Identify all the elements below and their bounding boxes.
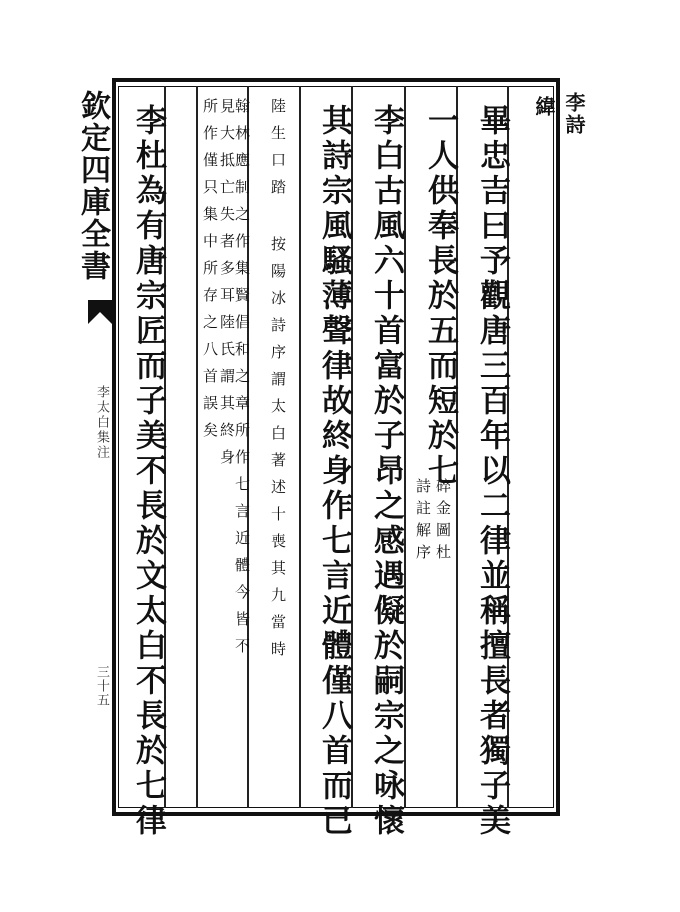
commentary-column-3: 見大抵亡失者多耳陸氏謂其終身 — [218, 98, 236, 476]
text-column-2-note-a: 碎金圖杜 — [434, 478, 452, 566]
header-top-line: 李詩 — [562, 92, 586, 136]
margin-subtitle: 李太白集注 — [94, 385, 109, 460]
commentary-column-1: 陸生口踏 按陽冰詩序謂太白著述十喪其九當時 — [269, 98, 287, 668]
commentary-column-4: 所作僅只集中所存之八首誤矣 — [201, 98, 219, 449]
text-column-3: 李白古風六十首富於子昂之感遇儗於嗣宗之咏懷 — [368, 104, 404, 839]
column-rule — [299, 86, 301, 808]
commentary-column-2: 翰林應制之作集賢倡和之章所作七言近體今皆不 — [233, 98, 251, 665]
header-second-line: 緯 — [532, 96, 556, 118]
text-column-9: 李杜為有唐宗匠而子美不長於文太白不長於七律 — [130, 104, 166, 839]
text-column-2-note-b: 詩註解序 — [414, 478, 432, 566]
fishtail-mark-icon — [86, 298, 114, 326]
text-column-1: 畢忠吉曰予觀唐三百年以二律並稱擅長者獨子美 — [474, 104, 510, 839]
text-column-4: 其詩宗風騷薄聲律故終身作七言近體僅八首而已 — [316, 104, 352, 839]
column-rule — [196, 86, 198, 808]
text-column-2: 一人供奉長於五而短於七 — [422, 104, 458, 489]
margin-book-title: 欽定四庫全書 — [75, 90, 110, 282]
margin-page-number: 三十五 — [94, 665, 109, 707]
